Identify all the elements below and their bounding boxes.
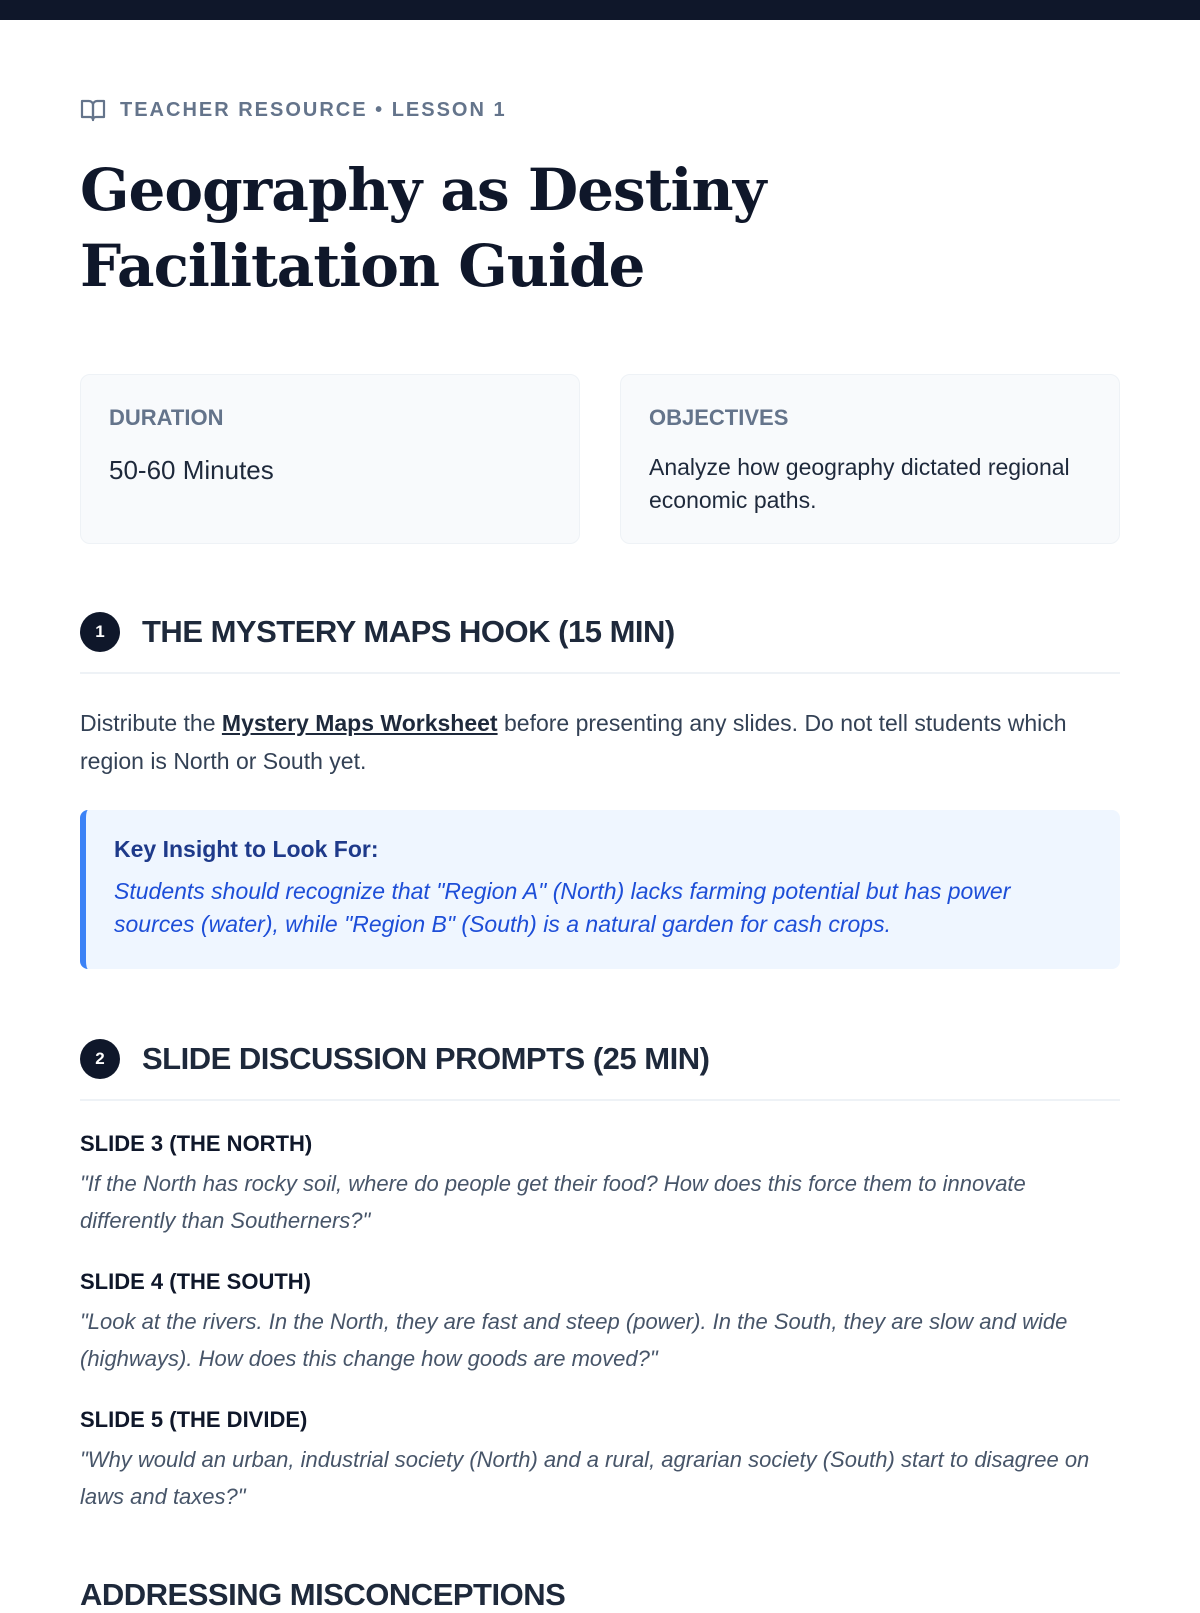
- mystery-maps-worksheet-link[interactable]: Mystery Maps Worksheet: [221, 710, 498, 736]
- key-insight-callout: [80, 810, 1120, 969]
- slide-prompt: [80, 1131, 1120, 1239]
- objectives-label: OBJECTIVES: [649, 405, 789, 430]
- duration-card: [80, 374, 580, 544]
- page-title: Geography as Destiny Facilitation Guide: [80, 156, 766, 300]
- section-2-number-badge: 2: [80, 1039, 120, 1079]
- slide-prompt: [80, 1269, 1120, 1377]
- objectives-card: [620, 374, 1120, 544]
- slide-prompt: [80, 1407, 1120, 1515]
- page-content: [0, 98, 1200, 1613]
- section-2-header: [80, 1039, 1120, 1101]
- eyebrow: [80, 98, 1120, 122]
- book-open-icon: [80, 98, 106, 122]
- duration-value: 50-60 Minutes: [109, 455, 274, 485]
- section-1-header: [80, 612, 1120, 674]
- slide-quote: "Why would an urban, industrial society (North) and a rural, agrarian society (South) start to disagree on laws and taxes?": [80, 1447, 1090, 1509]
- section-1-title: THE MYSTERY MAPS HOOK (15 MIN): [142, 614, 675, 649]
- callout-text: Students should recognize that "Region A" (North) lacks farming potential but has power sources (water), while "Region B" (South) is a natural garden for cash crops.: [114, 878, 1011, 937]
- callout-title: Key Insight to Look For:: [114, 836, 379, 862]
- instructions-text-before: Distribute the: [80, 710, 222, 736]
- section-1-instructions: [80, 704, 1120, 780]
- section-1-number-badge: 1: [80, 612, 120, 652]
- slide-heading: SLIDE 3 (THE NORTH): [80, 1131, 313, 1156]
- top-bar: [0, 0, 1200, 20]
- slide-heading: SLIDE 5 (THE DIVIDE): [80, 1407, 308, 1432]
- instructions-text-after: before presenting any slides. Do not tell students which region is North or South yet.: [80, 710, 1067, 774]
- slide-quote: "Look at the rivers. In the North, they are fast and steep (power). In the South, they are slow and wide (highways). How does this change how goods are moved?": [80, 1309, 1068, 1371]
- slide-quote: "If the North has rocky soil, where do people get their food? How does this force them to innovate differently than Southerners?": [80, 1171, 1026, 1233]
- eyebrow-label: TEACHER RESOURCE • LESSON 1: [120, 98, 507, 121]
- slide-heading: SLIDE 4 (THE SOUTH): [80, 1269, 312, 1294]
- section-2-title: SLIDE DISCUSSION PROMPTS (25 MIN): [142, 1041, 710, 1076]
- info-cards: [80, 374, 1120, 544]
- objectives-value: Analyze how geography dictated regional economic paths.: [649, 454, 1070, 513]
- duration-label: DURATION: [109, 405, 224, 430]
- section-3-title: ADDRESSING MISCONCEPTIONS: [80, 1577, 566, 1612]
